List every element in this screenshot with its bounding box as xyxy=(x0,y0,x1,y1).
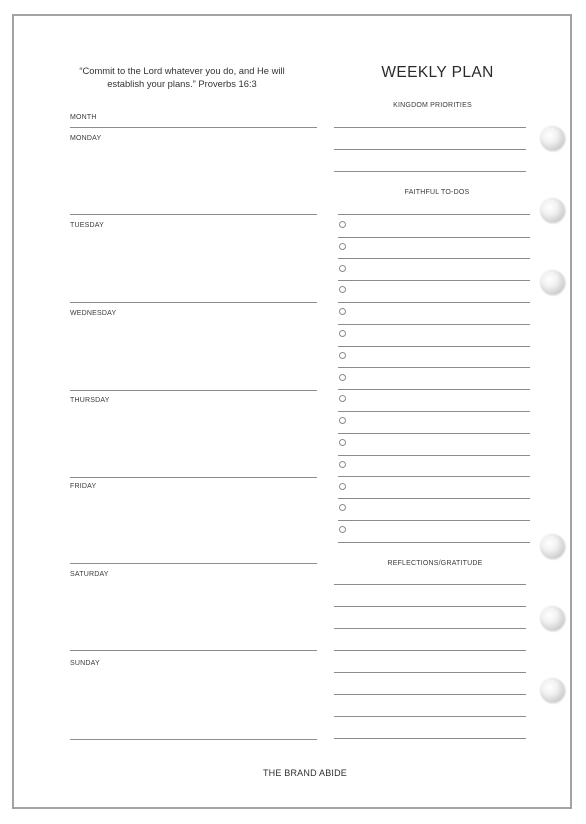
day-writing-line-friday[interactable] xyxy=(70,563,317,564)
todo-checkbox-circle[interactable] xyxy=(339,221,346,228)
day-writing-line-tuesday[interactable] xyxy=(70,302,317,303)
todo-checkbox-circle[interactable] xyxy=(339,374,346,381)
reflection-line[interactable] xyxy=(334,738,526,739)
day-label-friday: FRIDAY xyxy=(70,483,97,490)
day-label-sunday: SUNDAY xyxy=(70,660,100,667)
reflection-line[interactable] xyxy=(334,694,526,695)
todo-checkbox-circle[interactable] xyxy=(339,265,346,272)
todo-line[interactable] xyxy=(338,280,530,281)
day-label-thursday: THURSDAY xyxy=(70,397,110,404)
reflection-line[interactable] xyxy=(334,650,526,651)
reflection-line[interactable] xyxy=(334,628,526,629)
binder-hole xyxy=(540,678,564,702)
day-writing-line-saturday[interactable] xyxy=(70,650,317,651)
todo-line[interactable] xyxy=(338,389,530,390)
todos-top-line xyxy=(338,214,530,215)
todo-checkbox-circle[interactable] xyxy=(339,330,346,337)
reflection-line[interactable] xyxy=(334,672,526,673)
binder-hole xyxy=(540,270,564,294)
todo-line[interactable] xyxy=(338,433,530,434)
day-writing-line-wednesday[interactable] xyxy=(70,390,317,391)
reflection-line[interactable] xyxy=(334,606,526,607)
scripture-quote: “Commit to the Lord whatever you do, and He will establish your plans.” Proverbs 16:3 xyxy=(79,65,285,89)
kingdom-priority-line[interactable] xyxy=(334,127,526,128)
todo-line[interactable] xyxy=(338,498,530,499)
todo-line[interactable] xyxy=(338,258,530,259)
binder-hole xyxy=(540,606,564,630)
day-writing-line-sunday[interactable] xyxy=(70,739,317,740)
day-writing-line-thursday[interactable] xyxy=(70,477,317,478)
brand-footer: THE BRAND ABIDE xyxy=(262,768,348,778)
todo-checkbox-circle[interactable] xyxy=(339,483,346,490)
kingdom-priority-line[interactable] xyxy=(334,171,526,172)
todo-line[interactable] xyxy=(338,367,530,368)
todo-line[interactable] xyxy=(338,520,530,521)
todo-line[interactable] xyxy=(338,324,530,325)
todo-line[interactable] xyxy=(338,411,530,412)
day-label-tuesday: TUESDAY xyxy=(70,222,104,229)
faithful-todos-heading: FAITHFUL TO-DOS xyxy=(404,189,470,196)
day-label-wednesday: WEDNESDAY xyxy=(70,310,117,317)
reflections-heading: REFLECTIONS/GRATITUDE xyxy=(387,560,483,567)
todo-line[interactable] xyxy=(338,476,530,477)
month-line[interactable] xyxy=(70,127,317,128)
todo-line[interactable] xyxy=(338,302,530,303)
binder-hole xyxy=(540,198,564,222)
reflection-line[interactable] xyxy=(334,716,526,717)
day-label-monday: MONDAY xyxy=(70,135,102,142)
todo-line[interactable] xyxy=(338,237,530,238)
todo-checkbox-circle[interactable] xyxy=(339,352,346,359)
todo-checkbox-circle[interactable] xyxy=(339,461,346,468)
todo-line[interactable] xyxy=(338,542,530,543)
todo-checkbox-circle[interactable] xyxy=(339,243,346,250)
binder-hole xyxy=(540,534,564,558)
reflection-line[interactable] xyxy=(334,584,526,585)
day-writing-line-monday[interactable] xyxy=(70,214,317,215)
page-title: WEEKLY PLAN xyxy=(381,64,494,81)
kingdom-priority-line[interactable] xyxy=(334,149,526,150)
todo-checkbox-circle[interactable] xyxy=(339,439,346,446)
day-label-saturday: SATURDAY xyxy=(70,571,109,578)
todo-line[interactable] xyxy=(338,455,530,456)
binder-hole xyxy=(540,126,564,150)
todo-line[interactable] xyxy=(338,346,530,347)
month-label: MONTH xyxy=(70,114,97,121)
kingdom-priorities-heading: KINGDOM PRIORITIES xyxy=(393,102,472,109)
